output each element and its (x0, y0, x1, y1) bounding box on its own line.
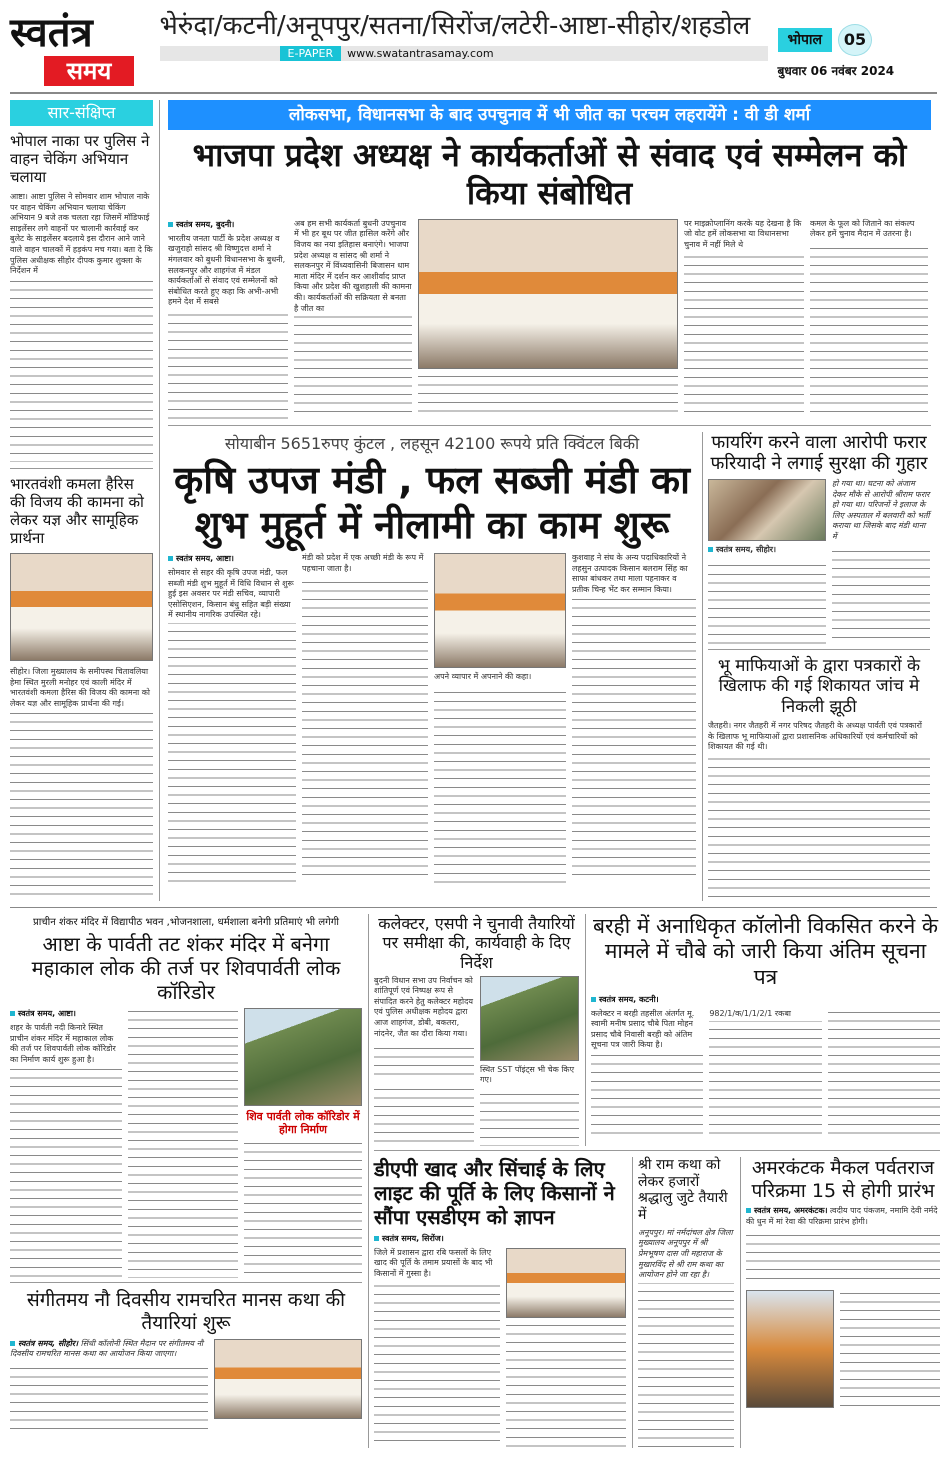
barhi-col3 (828, 1009, 940, 1139)
logo: स्वतंत्र (10, 10, 93, 56)
firing-photo (708, 479, 826, 541)
temple-photo (244, 1008, 362, 1106)
dap-byline: स्वतंत्र समय, सिरोंज। (374, 1233, 626, 1244)
masthead (10, 10, 937, 94)
left-bottom (10, 914, 362, 1448)
barhi-col1: कलेक्टर न बरही तहसील अंतर्गत मू. स्वामी मनीष प्रसाद चौबे पिता मोहन प्रसाद चौबे निवासी बरही को अंतिम सूचना पत्र जारी किया है। (591, 1009, 703, 1139)
masthead-center (160, 10, 768, 61)
ashta-kicker: प्राचीन शंकर मंदिर में विद्यापीठ भवन ,भोजनशाला, धर्मशाला बनेगी प्रतिमाएं भी लगेगी (33, 917, 339, 929)
epaper-label: E-PAPER (280, 46, 342, 61)
mandi-headline: कृषि उपज मंडी , फल सब्जी मंडी का शुभ मुहूर्त में नीलामी का काम शुरू (174, 457, 690, 548)
epaper-bar (160, 46, 768, 61)
amarkantak-photo (746, 1290, 834, 1408)
mafia-headline: भू माफियाओं के द्वारा पत्रकारों के खिलाफ की गई शिकायत जांच मे निकली झूठी (708, 649, 930, 717)
lead-byline: स्वतंत्र समय, बुदनी। (168, 219, 288, 230)
brief2-headline: भारतवंशी कमला हैरिस की विजय की कामना को लेकर यज्ञ और सामूहिक प्रार्थना (10, 468, 153, 547)
mandi-col3: अपने व्यापार में अपनाने की कहा। (434, 672, 566, 883)
ramkatha-text: अनूपपुर। मां नर्मदांचल क्षेत्र जिला मुख्यालय अनूपपुर में श्री प्रेमभूषण दास जी महाराज के मुखारविंद से श्री राम कथा का आयोजन होने जा रहा है। (638, 1228, 734, 1448)
section-tab: सार-संक्षिप्त (10, 100, 153, 126)
amarkantak-intro: स्वतंत्र समय, अमरकंटक। त्वदीय पाद पंकजम, नमामि देवी नर्मदे की धुन में मां रेवा की परिक्रमा प्रारंभ होगी। (746, 1206, 940, 1286)
lead-col4: कमल के फूल को जिताने का संकल्प लेकर हमें चुनाव मैदान में उतरना है। (810, 219, 928, 419)
mandi-photo (434, 553, 566, 668)
collector-col2 (374, 1086, 474, 1146)
masthead-right (778, 10, 937, 79)
mandi-byline: स्वतंत्र समय, आष्टा। (168, 553, 296, 564)
lead-banner: लोकसभा, विधानसभा के बाद उपचुनाव में भी जीत का परचम लहरायेंगे : वी डी शर्मा (168, 100, 931, 130)
ashta-col1: शहर के पार्वती नदी किनारे स्थित प्राचीन शंकर मंदिर में महाकाल लोक की तर्ज पर शिवपार्वती लोक कॉरिडोर का निर्माण कार्य शुरू हुआ है। (10, 1023, 122, 1278)
ramkatha-headline: श्री राम कथा को लेकर हजारों श्रद्धालु जुटे तैयारी में (638, 1156, 728, 1224)
mandi-col1: सोमवार से सहर की कृषि उपज मंडी, फल सब्जी मंडी शुभ मुहूर्त में विधि विधान से शुरू हुई इस अवसर पर मंडी सचिव, व्यापारी एसोसिएशन, किसान बंधु सहित बड़ी संख्या में स्थानीय नागरिक उपस्थित रहे। (168, 568, 296, 883)
dap-article (374, 1157, 626, 1448)
brief2-body: सीहोर। जिला मुख्यालय के समीपस्थ चितावलिया हेमा स्थित मुरली मनोहर एवं काली मंदिर में भारतवंशी कमला हैरिस की विजय की कामना को लेकर यज्ञ और सामूहिक प्रार्थना की गई। (10, 667, 153, 901)
logo-red: समय (44, 56, 134, 86)
ashta-byline: स्वतंत्र समय, आष्टा। (10, 1008, 122, 1019)
city-label: भोपाल (778, 28, 833, 52)
bottom-section (10, 907, 937, 1448)
firing-text: हो गया था। घटना को अंजाम देकर मौके से आरोपी श्रीराम फरार हो गया था। परिजनों ने इलाज के लिए अस्पताल में बलवारी को भर्ती कराया था जिसके बाद मंडी थाना में (832, 479, 930, 645)
lead-col2: अब हम सभी कार्यकर्ता बुधनी उपचुनाव में भी हर बूथ पर जीत हासिल करेंगे और विजय का नया इतिहास बनाएंगे। भाजपा प्रदेश अध्यक्ष व सांसद श्री शर्मा ने सलकनपुर में विंध्यवासिनी बिजासन धाम माता मंदिर में दर्शन कर आशीर्वाद प्राप्त किया और प्रदेश की खुशहाली की कामना की। कार्यकर्ताओं की सक्रियता से बनता है जीत का (294, 219, 412, 419)
mandi-article (168, 432, 696, 901)
logo-block (10, 10, 150, 86)
brief1-headline: भोपाल नाका पर पुलिस ने वाहन चेकिंग अभियान चलाया (10, 132, 150, 186)
sangeet-headline: संगीतमय नौ दिवसीय रामचरित मानस कथा की तैयारियां शुरू (10, 1282, 362, 1335)
barhi-byline: स्वतंत्र समय, कटनी। (591, 994, 940, 1005)
lead-photo (418, 219, 678, 369)
firing-headline: फायरिंग करने वाला आरोपी फरार फरियादी ने लगाई सुरक्षा की गुहार (710, 431, 928, 475)
brief1-body: आष्टा। आष्टा पुलिस ने सोमवार शाम भोपाल नाके पर वाहन चेकिंग अभियान चलाया चेकिंग अभियान 9 बजे तक चलता रहा जिसमें मॉडिफाई साइलेंसर लगे वाहनों पर चालानी कार्रवाई कर बुलेट के साइलेंसर बदलाये इस दौरान आने जाने वाले वाहन चालकों में हड़कंप मच गया। बता दे कि पुलिस अधीक्षक सीहोर दीपक कुमार शुक्ला के निर्देशन में (10, 192, 153, 462)
firing-col1: स्वतंत्र समय, सीहोर। (708, 545, 826, 645)
ashta-headline: आष्टा के पार्वती तट शंकर मंदिर में बनेगा महाकाल लोक की तर्ज पर शिवपार्वती लोक कॉरिडोर (31, 932, 341, 1005)
barhi-headline: बरही में अनाधिकृत कॉलोनी विकसित करने के मामले में चौबे को जारी किया अंतिम सूचना पत्र (592, 914, 939, 989)
collector-article (374, 914, 579, 1146)
lead-col3: पर माइक्रोप्लानिंग करके यह देखना है कि जो वोट हमें लोकसभा या विधानसभा चुनाव में नहीं मिले थे (684, 219, 804, 419)
dap-col1: जिले में प्रशासन द्वारा रबि फसलों के लिए खाद की पूर्ति के तमाम प्रयासों के बाद भी किसानों में गुस्सा है। (374, 1248, 500, 1448)
edition-cities: भेरुंदा/कटनी/अनूपपुर/सतना/सिरोंज/लटेरी-आष्टा-सीहोर/शहडोल (159, 11, 751, 41)
mafia-text: जैतहरी। नगर जैतहरी में नगर परिषद जैतहरी के अध्यक्ष पार्वती एवं पत्रकारों के खिलाफ भू माफियाओं द्वारा प्रशासनिक अधिकारियों एवं कर्मचारियों को शिकायत की गई थी। (708, 721, 930, 901)
collector-col3: स्थित SST पॉइंट्स भी चेक किए गए। (480, 1065, 579, 1146)
yagya-photo (10, 553, 153, 661)
right-bottom (368, 914, 940, 1448)
amarkantak-article (740, 1157, 940, 1448)
issue-date: बुधवार 06 नवंबर 2024 (777, 64, 895, 78)
dap-col2 (506, 1322, 626, 1448)
mandi-col2: मंडी को प्रदेश में एक अच्छी मंडी के रूप में पहचाना जाता है। (302, 553, 428, 883)
dap-headline: डीएपी खाद और सिंचाई के लिए लाइट की पूर्ति के लिए किसानों ने सौंपा एसडीएम को ज्ञापन (374, 1156, 615, 1229)
amarkantak-headline: अमरकंटक मैकल पर्वतराज परिक्रमा 15 से होगी प्रारंभ (751, 1156, 935, 1202)
ramkatha-article (632, 1157, 734, 1448)
temple-photo-caption: शिव पार्वती लोक कॉरिडोर में होगा निर्माण (246, 1110, 360, 1137)
amarkantak-col2 (840, 1290, 940, 1408)
sangeet-photo (214, 1339, 362, 1419)
lead-col1: भारतीय जनता पार्टी के प्रदेश अध्यक्ष व खजुराहो सांसद श्री विष्णुदत्त शर्मा ने मंगलवार को बुधनी विधानसभा के बुधनी, सलकनपुर और शाहगंज में मंडल कार्यकर्ताओं से संवाद एवं सम्मेलनों को संबोधित करते हुए कहा कि अभी-अभी हमने देश में सबसे (168, 234, 288, 419)
ashta-col2 (128, 1008, 238, 1278)
lead-photo-caption-text (418, 373, 678, 419)
collector-col1: बुदनी विधान सभा उप निर्वाचन को शांतिपूर्ण एवं निष्पक्ष रूप से संपादित करने हेतु कलेक्टर महोदय एवं पुलिस अधीक्षक महोदय द्वारा आज शाहगंज, डोबी, बकतरा, नांदनेर, जैत का दौरा किया गया। (374, 976, 474, 1082)
dap-photo (506, 1248, 626, 1318)
collector-headline: कलेक्टर, एसपी ने चुनावी तैयारियों पर समीक्षा की, कार्यवाही के दिए निर्देश (378, 914, 575, 972)
collector-photo (480, 976, 579, 1061)
barhi-col2: 982/1/क/1/1/2/1 रकबा (709, 1009, 821, 1139)
mandi-kicker: सोयाबीन 5651रुपए कुंटल , लहसून 42100 रूपये प्रति क्विंटल बिकी (224, 433, 640, 453)
middle-band (168, 425, 931, 901)
sidebar (10, 100, 160, 901)
mandi-col4: कुशवाह ने संघ के अन्य पदाधिकारियों ने लहसुन उत्पादक किसान बलराम सिंह का साफा बांधकर तथा माला पहनाकर व प्रतीक चिन्ह भेंट कर सम्मान किया। (572, 553, 696, 883)
lead-headline: भाजपा प्रदेश अध्यक्ष ने कार्यकर्ताओं से संवाद एवं सम्मेलन को किया संबोधित (192, 136, 907, 213)
page-number: 05 (838, 24, 872, 56)
website-link[interactable]: www.swatantrasamay.com (347, 47, 494, 60)
ashta-col3 (244, 1140, 362, 1278)
barhi-article (585, 914, 940, 1146)
right-column (702, 432, 930, 901)
sangeet-text: स्वतंत्र समय, सीहोर। सिंधी कॉलोनी स्थित मैदान पर संगीतमय नौ दिवसीय रामचरित मानस कथा का आयोजन किया जाएगा। (10, 1339, 208, 1429)
